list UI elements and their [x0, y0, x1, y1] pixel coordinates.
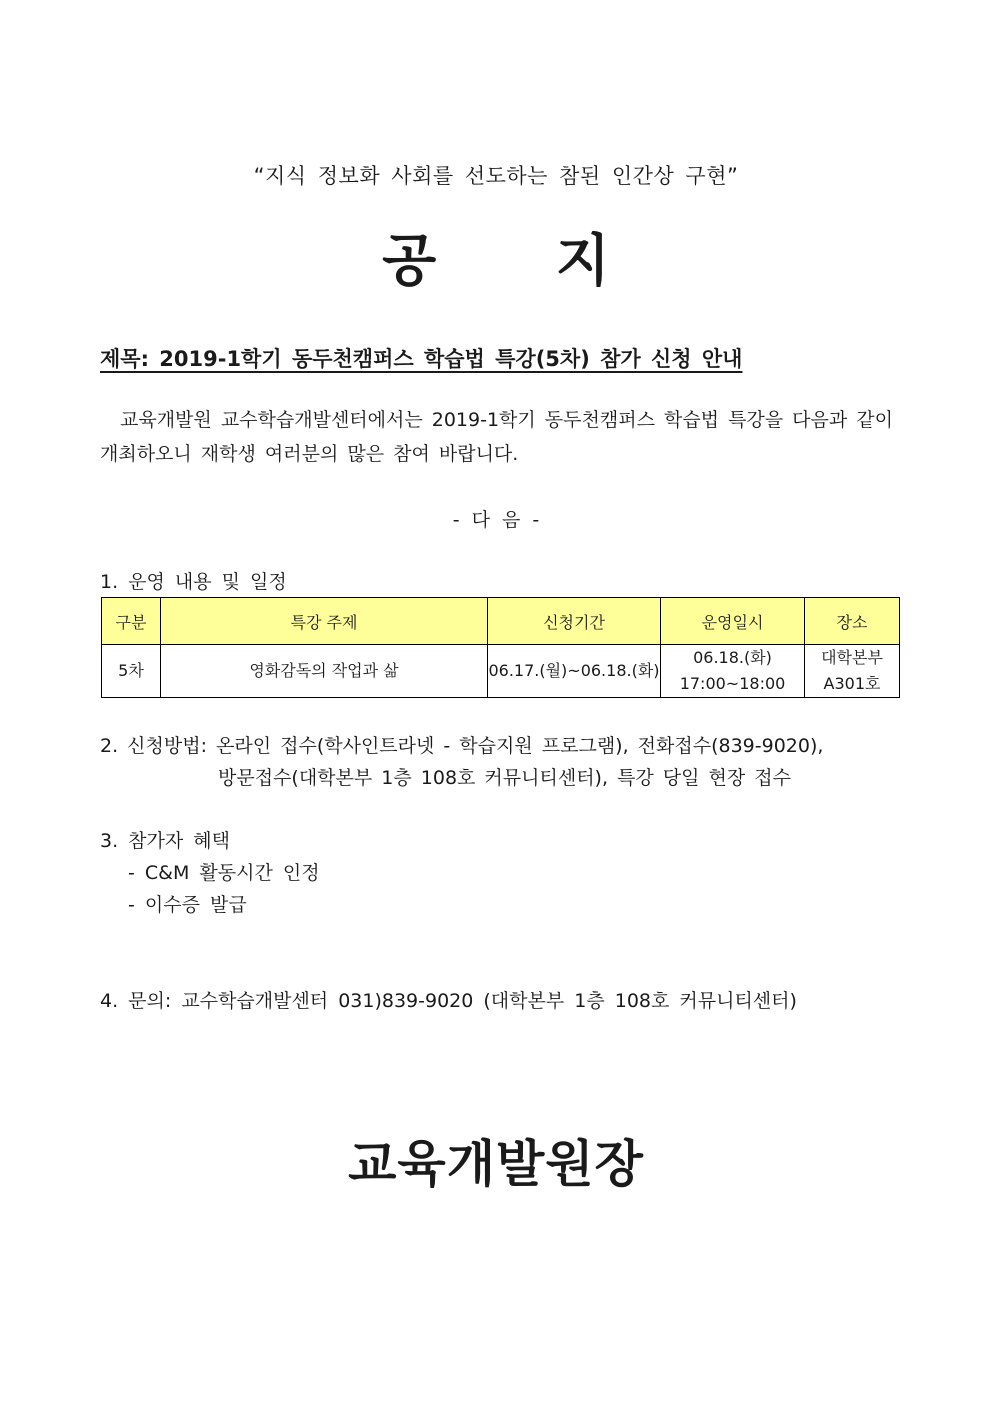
header-datetime: 운영일시	[661, 598, 805, 645]
header-period: 신청기간	[488, 598, 661, 645]
cell-date: 06.18.(화)	[693, 648, 772, 667]
cell-time: 17:00~18:00	[679, 674, 786, 693]
table-header-row	[102, 598, 900, 645]
section-1-heading: 1. 운영 내용 및 일정	[100, 571, 287, 593]
notice-title: 공 지	[382, 229, 660, 294]
header-place: 장소	[805, 598, 900, 645]
cell-place-line2: A301호	[823, 674, 881, 693]
cell-round: 5차	[102, 645, 161, 698]
header-topic: 특강 주제	[161, 598, 488, 645]
section-4-contact: 4. 문의: 교수학습개발센터 031)839-9020 (대학본부 1층 108호 커뮤니티센터)	[100, 990, 797, 1012]
cell-period: 06.17.(월)~06.18.(화)	[488, 645, 661, 698]
cell-place-line1: 대학본부	[821, 648, 883, 667]
header-round: 구분	[102, 598, 161, 645]
benefit-item: - C&M 활동시간 인정	[128, 862, 320, 884]
intro-paragraph: 교육개발원 교수학습개발센터에서는 2019-1학기 동두천캠퍼스 학습법 특강을 다음과 같이 개최하오니 재학생 여러분의 많은 참여 바랍니다.	[100, 409, 893, 465]
signature: 교육개발원장	[348, 1135, 644, 1193]
section-2-line-1: 2. 신청방법: 온라인 접수(학사인트라넷 - 학습지원 프로그램), 전화접수(839-9020),	[100, 735, 824, 757]
schedule-table	[101, 597, 900, 698]
cell-datetime	[661, 645, 805, 698]
table-row	[102, 645, 900, 698]
subject-line: 제목: 2019-1학기 동두천캠퍼스 학습법 특강(5차) 참가 신청 안내	[100, 347, 743, 371]
cell-place	[805, 645, 900, 698]
section-2-line-2: 방문접수(대학본부 1층 108호 커뮤니티센터), 특강 당일 현장 접수	[218, 767, 791, 789]
section-3-heading: 3. 참가자 혜택	[100, 830, 230, 852]
benefit-item: - 이수증 발급	[128, 894, 247, 916]
details-label: - 다 음 -	[452, 509, 540, 531]
cell-topic: 영화감독의 작업과 삶	[161, 645, 488, 698]
slogan: “지식 정보화 사회를 선도하는 참된 인간상 구현”	[253, 164, 739, 188]
